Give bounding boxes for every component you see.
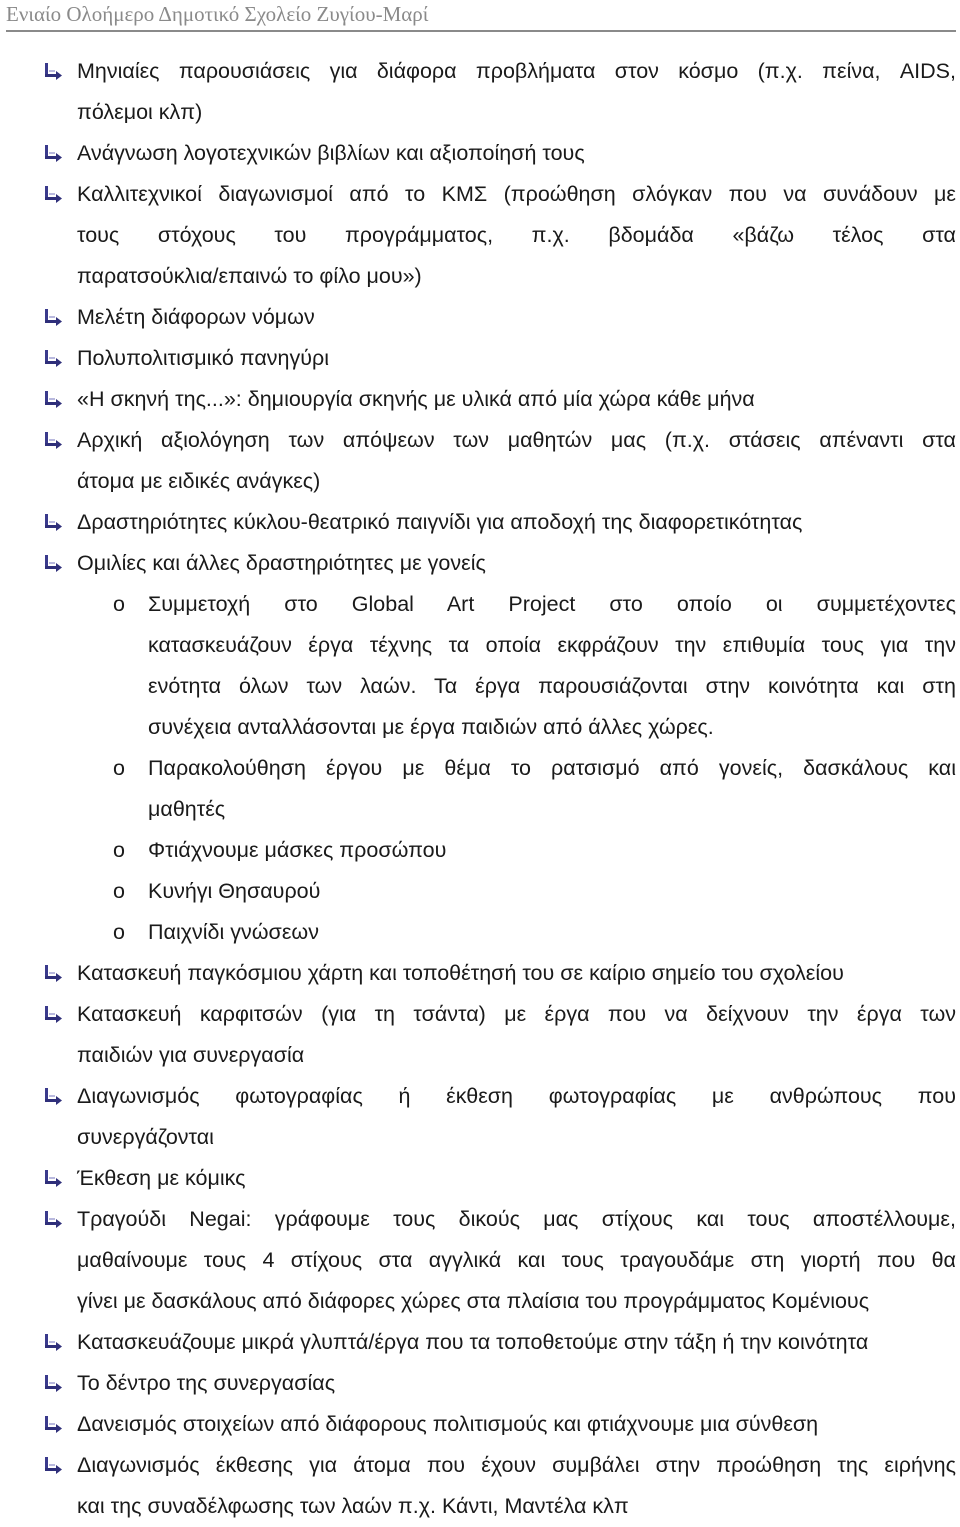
list-item-text: πόλεμοι κλπ) — [77, 100, 203, 124]
list-item-text: Μηνιαίες παρουσιάσεις για διάφορα προβλήματα στον κόσμο (π.χ. πείνα, AIDS, — [77, 59, 956, 83]
list-item-text: παρατσούκλια/επαινώ το φίλο μου») — [77, 264, 422, 288]
circle-bullet-icon: o — [113, 879, 125, 903]
list-item — [0, 953, 960, 994]
arrow-bullet-icon — [44, 964, 62, 982]
list-item — [0, 1199, 960, 1322]
sub-list-item — [0, 748, 960, 830]
arrow-bullet-icon — [44, 1374, 62, 1392]
list-item-text: άτομα με ειδικές ανάγκες) — [77, 469, 321, 493]
list-item — [0, 174, 960, 297]
sub-list-item-text: μαθητές — [148, 797, 226, 821]
arrow-bullet-icon — [44, 144, 62, 162]
list-item-text: Το δέντρο της συνεργασίας — [77, 1371, 336, 1395]
arrow-bullet-icon — [44, 1415, 62, 1433]
list-item — [0, 51, 960, 133]
arrow-bullet-icon — [44, 431, 62, 449]
list-item-text: Έκθεση με κόμικς — [77, 1166, 246, 1190]
sub-list-item — [0, 584, 960, 748]
arrow-bullet-icon — [44, 513, 62, 531]
list-item-text: παιδιών για συνεργασία — [77, 1043, 305, 1067]
sub-list-item-text: ενότητα όλων των λαών. Τα έργα παρουσιάζονται στην κοινότητα και στη — [148, 674, 956, 698]
circle-bullet-icon: o — [113, 920, 125, 944]
arrow-bullet-icon — [44, 390, 62, 408]
page-header — [6, 0, 956, 32]
circle-bullet-icon: o — [113, 838, 125, 862]
sub-list-item-text: Κυνήγι Θησαυρού — [148, 879, 321, 903]
arrow-bullet-icon — [44, 1005, 62, 1023]
list-item-text: Ομιλίες και άλλες δραστηριότητες με γονείς — [77, 551, 486, 575]
arrow-bullet-icon — [44, 62, 62, 80]
list-item-text: Διαγωνισμός έκθεσης για άτομα που έχουν συμβάλει στην προώθηση της ειρήνης — [77, 1453, 956, 1477]
list-item — [0, 1404, 960, 1445]
list-item-text: «Η σκηνή της...»: δημιουργία σκηνής με υλικά από μία χώρα κάθε μήνα — [77, 387, 755, 411]
list-item-text: Κατασκευή καρφιτσών (για τη τσάντα) με έργα που να δείχνουν την έργα των — [77, 1002, 956, 1026]
circle-bullet-icon: o — [113, 756, 125, 780]
list-item — [0, 338, 960, 379]
list-item — [0, 1076, 960, 1158]
list-item-text: Κατασκευή παγκόσμιου χάρτη και τοποθέτησή του σε καίριο σημείο του σχολείου — [77, 961, 844, 985]
sub-list-item-text: Παρακολούθηση έργου με θέμα το ρατσισμό από γονείς, δασκάλους και — [148, 756, 956, 780]
list-item — [0, 1363, 960, 1404]
list-item-text: Καλλιτεχνικοί διαγωνισμοί από το ΚΜΣ (προώθηση σλόγκαν που να συνάδουν με — [77, 182, 956, 206]
arrow-bullet-icon — [44, 185, 62, 203]
list-item-text: Διαγωνισμός φωτογραφίας ή έκθεση φωτογραφίας με ανθρώπους που — [77, 1084, 956, 1108]
list-item — [0, 1322, 960, 1363]
list-item — [0, 420, 960, 502]
list-item-text: και της συναδέλφωσης των λαών π.χ. Κάντι, Μαντέλα κλπ — [77, 1494, 629, 1518]
list-item — [0, 994, 960, 1076]
sub-list-item — [0, 871, 960, 912]
bullet-list — [0, 51, 960, 1527]
list-item — [0, 133, 960, 174]
list-item-text: Ανάγνωση λογοτεχνικών βιβλίων και αξιοποίησή τους — [77, 141, 585, 165]
list-item — [0, 1158, 960, 1199]
list-item — [0, 543, 960, 584]
arrow-bullet-icon — [44, 308, 62, 326]
sub-list-item-text: Παιχνίδι γνώσεων — [148, 920, 319, 944]
list-item-text: τους στόχους του προγράμματος, π.χ. βδομάδα «βάζω τέλος στα — [77, 223, 956, 247]
list-item-text: Τραγούδι Negai: γράφουμε τους δικούς μας στίχους και τους αποστέλλουμε, — [77, 1207, 956, 1231]
list-item — [0, 502, 960, 543]
arrow-bullet-icon — [44, 554, 62, 572]
arrow-bullet-icon — [44, 1333, 62, 1351]
sub-list-item-text: συνέχεια ανταλλάσονται με έργα παιδιών από άλλες χώρες. — [148, 715, 714, 739]
sub-list-item — [0, 912, 960, 953]
list-item-text: Πολυπολιτισμικό πανηγύρι — [77, 346, 329, 370]
list-item-text: Δραστηριότητες κύκλου-θεατρικό παιγνίδι για αποδοχή της διαφορετικότητας — [77, 510, 803, 534]
arrow-bullet-icon — [44, 349, 62, 367]
list-item-text: Μελέτη διάφορων νόμων — [77, 305, 315, 329]
sub-list-item-text: Φτιάχνουμε μάσκες προσώπου — [148, 838, 447, 862]
list-item-text: Αρχική αξιολόγηση των απόψεων των μαθητών μας (π.χ. στάσεις απέναντι στα — [77, 428, 956, 452]
list-item — [0, 297, 960, 338]
arrow-bullet-icon — [44, 1169, 62, 1187]
arrow-bullet-icon — [44, 1210, 62, 1228]
list-item-text: Κατασκευάζουμε μικρά γλυπτά/έργα που τα τοποθετούμε στην τάξη ή την κοινότητα — [77, 1330, 869, 1354]
list-item — [0, 1445, 960, 1527]
page-title: Ενιαίο Ολοήμερο Δημοτικό Σχολείο Ζυγίου-Μαρί — [6, 2, 429, 26]
arrow-bullet-icon — [44, 1456, 62, 1474]
list-item-text: γίνει με δασκάλους από διάφορες χώρες στα πλαίσια του προγράμματος Κομένιους — [77, 1289, 870, 1313]
list-item — [0, 379, 960, 420]
sub-list-item — [0, 830, 960, 871]
list-item-text: μαθαίνουμε τους 4 στίχους στα αγγλικά και τους τραγουδάμε στη γιορτή που θα — [77, 1248, 956, 1272]
sub-list-item-text: Συμμετοχή στο Global Art Project στο οποίο οι συμμετέχοντες — [148, 592, 956, 616]
sub-list-item-text: κατασκευάζουν έργα τέχνης τα οποία εκφράζουν την επιθυμία τους για την — [148, 633, 956, 657]
arrow-bullet-icon — [44, 1087, 62, 1105]
list-item-text: συνεργάζονται — [77, 1125, 214, 1149]
circle-bullet-icon: o — [113, 592, 125, 616]
list-item-text: Δανεισμός στοιχείων από διάφορους πολιτισμούς και φτιάχνουμε μια σύνθεση — [77, 1412, 819, 1436]
